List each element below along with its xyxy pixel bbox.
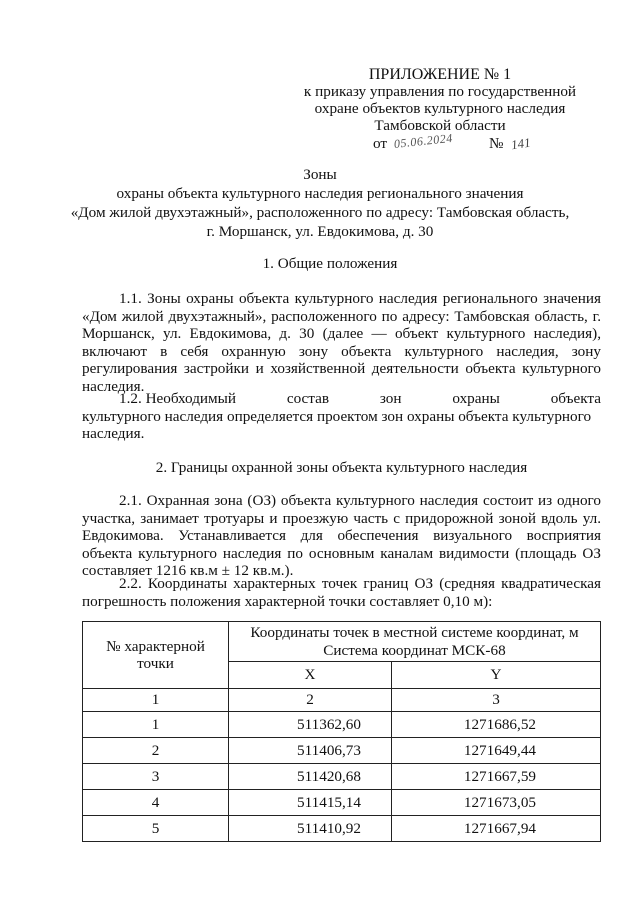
appendix-order-line-1: к приказу управления по государственной xyxy=(303,83,577,100)
paragraph-1-2-rest: культурного наследия определяется проектом зон охраны объекта культурного наследия. xyxy=(82,407,592,443)
coord-x: 511406,73 xyxy=(229,738,392,764)
paragraph-1-2 xyxy=(82,390,601,443)
appendix-header xyxy=(300,66,580,154)
order-from-label: от xyxy=(373,135,388,152)
paragraph-2-1-text: 2.1. Охранная зона (ОЗ) объекта культурного наследия состоит из одного участка, занимает тротуары и проезжую часть с придорожной зоной вдоль ул. Евдокимова. Устанавливается для обеспечения визуального восприятия объекта культурного наследия по основным каналам видимости (площадь ОЗ составляет 1216 кв.м ± 12 кв.м.). xyxy=(82,492,601,580)
table-row xyxy=(83,738,601,764)
p12-word: охраны xyxy=(452,390,500,407)
coord-y: 1271667,94 xyxy=(392,816,601,842)
order-number-handwritten: 141 xyxy=(510,134,532,153)
coord-y: 1271667,59 xyxy=(392,764,601,790)
header-point-number: № характерной точки xyxy=(83,622,229,689)
coord-y: 1271673,05 xyxy=(392,790,601,816)
header-coordinates-line-2: Система координат МСК-68 xyxy=(323,641,506,659)
p12-word: 1.2. Необходимый xyxy=(119,390,236,407)
index-cell: 1 xyxy=(83,689,229,712)
order-date-number-line xyxy=(300,130,580,154)
coordinates-table xyxy=(82,621,601,842)
paragraph-2-1 xyxy=(82,492,601,580)
order-date-handwritten: 05.06.2024 xyxy=(393,130,454,151)
index-cell: 3 xyxy=(392,689,601,712)
order-number-label: № xyxy=(489,135,504,152)
index-cell: 2 xyxy=(229,689,392,712)
point-number: 2 xyxy=(83,738,229,764)
table-row xyxy=(83,816,601,842)
title-line-1: Зоны xyxy=(303,166,337,183)
title-line-4: г. Моршанск, ул. Евдокимова, д. 30 xyxy=(206,223,434,240)
coord-x: 511420,68 xyxy=(229,764,392,790)
title-line-3: «Дом жилой двухэтажный», расположенного по адресу: Тамбовская область, xyxy=(70,204,570,221)
title-line-2: охраны объекта культурного наследия регионального значения xyxy=(116,185,524,202)
point-number: 4 xyxy=(83,790,229,816)
appendix-order-line-3: Тамбовской области xyxy=(374,117,506,134)
table-row xyxy=(83,712,601,738)
section-1-heading: 1. Общие положения xyxy=(262,255,398,272)
header-coordinates xyxy=(229,622,601,662)
paragraph-2-2 xyxy=(82,575,601,610)
point-number: 3 xyxy=(83,764,229,790)
coord-x: 511362,60 xyxy=(229,712,392,738)
point-number: 1 xyxy=(83,712,229,738)
appendix-order-line-2: охране объектов культурного наследия xyxy=(314,100,566,117)
paragraph-1-1 xyxy=(82,290,601,396)
paragraph-1-1-text: 1.1. Зоны охраны объекта культурного наследия регионального значения «Дом жилой двухэтажный», расположенного по адресу: Тамбовская область, г. Моршанск, ул. Евдокимова, д. 30 (далее — объект культурного наследия), включают в себя охранную зону объекта культурного наследия, зону регулирования застройки и хозяйственной деятельности объекта культурного наследия. xyxy=(82,290,601,395)
appendix-title: ПРИЛОЖЕНИЕ № 1 xyxy=(368,66,512,83)
paragraph-2-2-text: 2.2. Координаты характерных точек границ ОЗ (средняя квадратическая погрешность положения характерной точки составляет 0,10 м): xyxy=(82,575,601,610)
p12-word: состав xyxy=(286,390,330,407)
coord-y: 1271649,44 xyxy=(392,738,601,764)
header-x: X xyxy=(229,662,392,689)
coord-y: 1271686,52 xyxy=(392,712,601,738)
table-row xyxy=(83,790,601,816)
point-number: 5 xyxy=(83,816,229,842)
p12-word: зон xyxy=(379,390,402,407)
header-coordinates-line-1: Координаты точек в местной системе координат, м xyxy=(250,623,579,641)
coord-x: 511410,92 xyxy=(229,816,392,842)
document-title xyxy=(60,165,580,241)
paragraph-1-2-first-line xyxy=(82,390,601,408)
header-y: Y xyxy=(392,662,601,689)
table-row xyxy=(83,764,601,790)
coord-x: 511415,14 xyxy=(229,790,392,816)
section-2-heading: 2. Границы охранной зоны объекта культурного наследия xyxy=(155,459,528,476)
table-header-row xyxy=(83,622,601,662)
table-index-row xyxy=(83,689,601,712)
p12-word: объекта xyxy=(550,390,601,407)
